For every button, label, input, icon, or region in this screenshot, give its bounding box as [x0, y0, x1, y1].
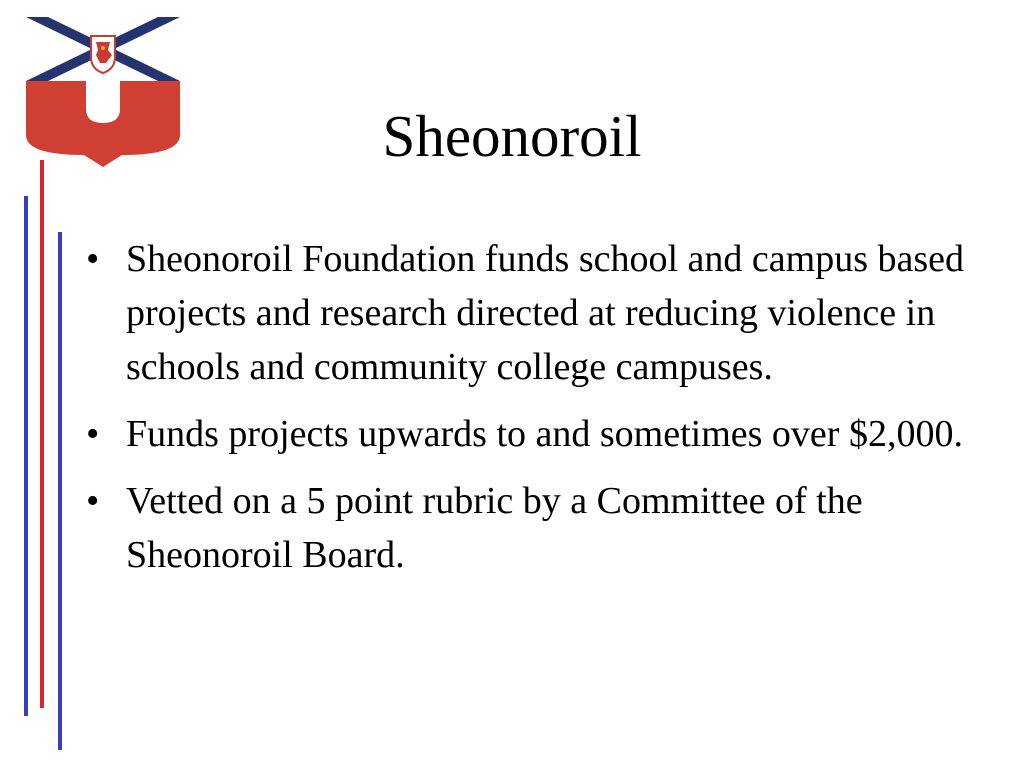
bullet-text: Vetted on a 5 point rubric by a Committee of the Sheonoroil Board. — [126, 480, 863, 576]
bullet-list — [86, 232, 966, 595]
bullet-item — [86, 407, 966, 461]
bullet-marker: • — [86, 238, 100, 280]
bullet-item — [86, 232, 966, 394]
bullet-item — [86, 474, 966, 582]
decorative-red-rule — [40, 160, 44, 708]
bullet-text: Funds projects upwards to and sometimes over $2,000. — [126, 413, 963, 455]
bullet-text: Sheonoroil Foundation funds school and campus based projects and research directed at reducing violence in schools and community college campuses. — [126, 238, 965, 388]
bullet-marker: • — [86, 413, 100, 455]
decorative-blue-rule-left — [24, 196, 28, 716]
slide-title: Sheonoroil — [382, 103, 642, 169]
decorative-blue-rule-right — [58, 232, 62, 750]
bullet-marker: • — [86, 480, 100, 522]
